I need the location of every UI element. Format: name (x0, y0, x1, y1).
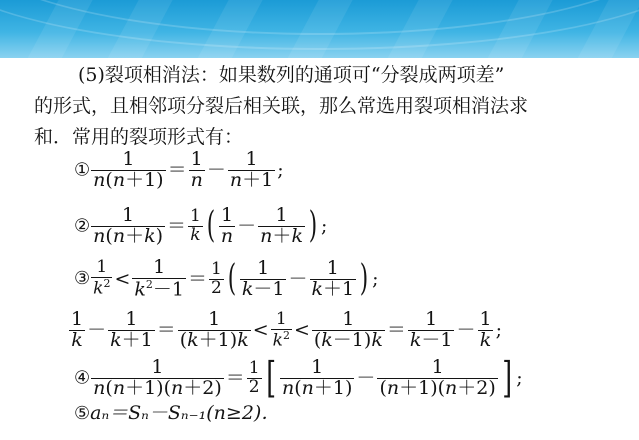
intro-line-1: (5)裂项相消法：如果数列的通项可“分裂成两项差” (78, 64, 505, 86)
formula-4-marker: ④ (74, 367, 91, 389)
intro-line-2: 的形式，且相邻项分裂后相关联，那么常选用裂项相消法求 (34, 95, 529, 117)
formula-1-marker: ① (74, 159, 91, 181)
formula-2: ② $\frac{1}{n(n+k)}$ ＝ $\frac{1}{k}$ ( $\frac{1}{n}$ － $\frac{1}{n+k}$ ) ; (74, 204, 328, 247)
formula-4: ④ $\frac{1}{n(n+1)(n+2)}$ ＝ $\frac{1}{2}$ [ $\frac{1}{n(n+1)}$ － $\frac{1}{(n+1)(n+2)}$ ] ; (74, 353, 523, 403)
formula-1: ① $\frac{1}{n(n+1)}$ ＝ $\frac{1}{n}$ － $\frac{1}{n+1}$ ; (74, 148, 284, 191)
formula-5-text: aₙ＝Sₙ－Sₙ₋₁(n≥2)． (90, 402, 281, 424)
formula-3-inequality: $\frac{1}{k}$ － $\frac{1}{k+1}$ ＝ $\frac{1}{(k+1)k}$ < $\frac{1}{k^2}$ < $\frac{1}{(k-1)k}$ ＝ $\frac{1}{k-1}$ － $\frac{1}{k}$ ; (71, 308, 502, 351)
intro-line-3: 和．常用的裂项形式有： (34, 126, 244, 148)
title-banner (0, 0, 639, 58)
formula-5-marker: ⑤ (74, 403, 91, 424)
formula-2-marker: ② (74, 215, 91, 237)
formula-5 (74, 400, 280, 427)
slide-content (0, 58, 639, 440)
formula-3: ③ $\frac{1}{k^2}$ < $\frac{1}{k^2-1}$ ＝ $\frac{1}{2}$ ( $\frac{1}{k-1}$ － $\frac{1}{k+1}$ ) ; (74, 256, 379, 301)
formula-3-marker: ③ (74, 268, 91, 290)
